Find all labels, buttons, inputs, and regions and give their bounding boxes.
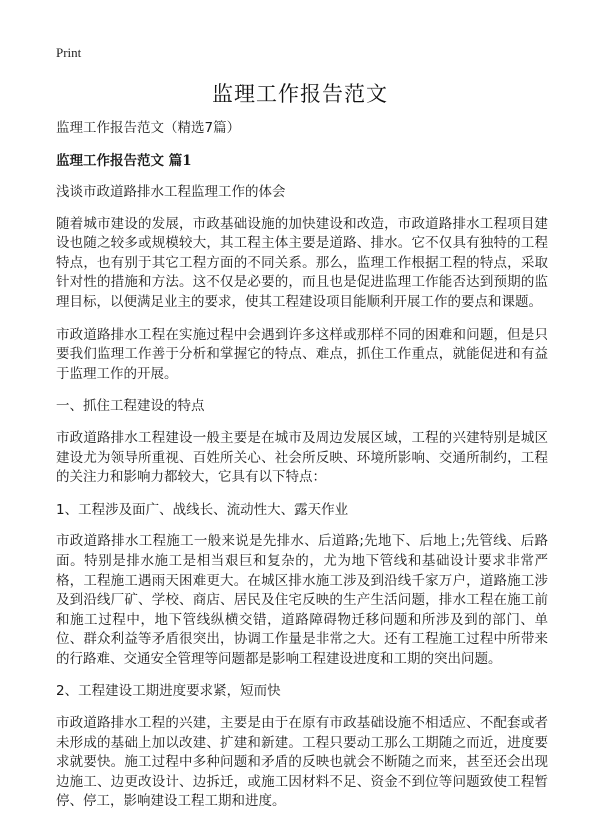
section-heading: 监理工作报告范文 篇1: [56, 153, 192, 169]
page-title: 监理工作报告范文: [212, 82, 388, 106]
paragraph: 随着城市建设的发展，市政基础设施的加快建设和改造，市政道路排水工程项目建设也随之较多或规模较大，其工程主体主要是道路、排水。它不仅具有独特的工程特点，也有别于其它工程方面的不同关系。那么，监理工作根据工程的特点，采取针对性的措施和方法。这不仅是必要的，而且也是促进监理工作能否达到预期的监理目标，以便满足业主的要求，使其工程建设项目能顺利开展工作的要点和课题。: [56, 215, 548, 310]
paragraph-heading: 2、工程建设工期进度要求紧，短而快: [56, 683, 281, 700]
paragraph: 市政道路排水工程在实施过程中会遇到许多这样或那样不同的困难和问题，但是只要我们监理工作善于分析和掌握它的特点、难点，抓住工作重点，就能促进和有益于监理工作的开展。: [56, 326, 548, 382]
paragraph: 市政道路排水工程的兴建，主要是由于在原有市政基础设施不相适应、不配套或者未形成的基础上加以改建、扩建和新建。工程只要动工那么工期随之而近，进度要求就要快。施工过程中多种问题和矛盾的反映也就会不断随之而来，甚至还会出现边施工、边更改设计、边拆迁，或施工因材料不足、资金不到位等问题致使工程暂停、停工，影响建设工程工期和进度。: [56, 715, 548, 810]
paragraph: 市政道路排水工程建设一般主要是在城市及周边发展区域，工程的兴建特别是城区建设尤为领导所重视、百姓所关心、社会所反映、环境所影响、交通所制约，工程的关注力和影响力都较大，它具有以下特点：: [56, 429, 548, 486]
paragraph-heading: 1、工程涉及面广、战线长、流动性大、露天作业: [56, 501, 349, 518]
document-subtitle: 监理工作报告范文（精选7篇）: [56, 120, 241, 136]
paragraph-heading: 一、抓住工程建设的特点: [56, 398, 205, 415]
paragraph: 市政道路排水工程施工一般来说是先排水、后道路;先地下、后地上;先管线、后路面。特别是排水施工是相当艰巨和复杂的，尤为地下管线和基础设计要求非常严格，工程施工遇雨天困难更大。在城区排水施工涉及到沿线千家万户，道路施工涉及到沿线厂矿、学校、商店、居民及住宅反映的生产生活问题，排水工程在施工前和施工过程中，地下管线纵横交错，道路障碍物迁移问题和所涉及到的部门、单位、群众利益等矛盾很突出，协调工作量是非常之大。还有工程施工过程中所带来的行路难、交通安全管理等问题都是影响工程建设进度和工期的突出问题。: [56, 533, 548, 667]
paragraph-topic: 浅谈市政道路排水工程监理工作的体会: [56, 184, 286, 200]
print-link[interactable]: Print: [56, 45, 82, 60]
document-body: [56, 118, 548, 825]
